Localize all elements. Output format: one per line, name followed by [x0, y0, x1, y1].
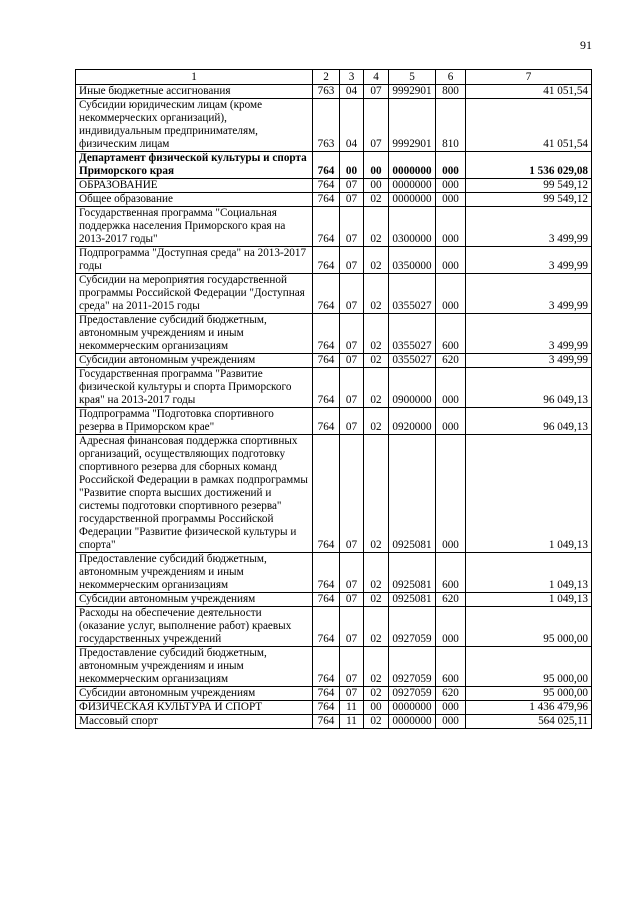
expense-type-cell: 000	[436, 408, 466, 435]
header-cell: 4	[364, 70, 389, 85]
expense-type-cell: 620	[436, 687, 466, 701]
subsection-code-cell: 02	[364, 687, 389, 701]
expense-type-cell: 000	[436, 368, 466, 408]
section-code-cell: 07	[340, 435, 364, 553]
subsection-code-cell: 02	[364, 408, 389, 435]
subsection-code-cell: 02	[364, 435, 389, 553]
row-name-cell: Субсидии юридическим лицам (кроме некоммерческих организаций), индивидуальным предпринимателям, физическим лицам	[76, 99, 313, 152]
section-code-cell: 07	[340, 553, 364, 593]
amount-cell: 95 000,00	[466, 647, 592, 687]
subsection-code-cell: 02	[364, 193, 389, 207]
section-code-cell: 07	[340, 179, 364, 193]
amount-cell: 95 000,00	[466, 607, 592, 647]
section-code-cell: 11	[340, 701, 364, 715]
subsection-code-cell: 00	[364, 701, 389, 715]
ministry-code-cell: 764	[313, 354, 340, 368]
header-cell: 2	[313, 70, 340, 85]
ministry-code-cell: 764	[313, 607, 340, 647]
section-code-cell: 11	[340, 715, 364, 729]
amount-cell: 95 000,00	[466, 687, 592, 701]
ministry-code-cell: 764	[313, 314, 340, 354]
table-row	[76, 553, 592, 593]
row-name-cell: Предоставление субсидий бюджетным, автономным учреждениям и иным некоммерческим организациям	[76, 314, 313, 354]
target-article-cell: 0000000	[389, 193, 436, 207]
table-row	[76, 368, 592, 408]
amount-cell: 1 049,13	[466, 553, 592, 593]
ministry-code-cell: 764	[313, 207, 340, 247]
subsection-code-cell: 07	[364, 85, 389, 99]
target-article-cell: 0300000	[389, 207, 436, 247]
section-code-cell: 07	[340, 593, 364, 607]
amount-cell: 1 436 479,96	[466, 701, 592, 715]
ministry-code-cell: 764	[313, 593, 340, 607]
target-article-cell: 0355027	[389, 314, 436, 354]
section-code-cell: 07	[340, 193, 364, 207]
page-number: 91	[580, 38, 592, 52]
header-cell: 7	[466, 70, 592, 85]
target-article-cell: 9992901	[389, 85, 436, 99]
section-code-cell: 07	[340, 354, 364, 368]
ministry-code-cell: 764	[313, 553, 340, 593]
expense-type-cell: 000	[436, 435, 466, 553]
row-name-cell: Государственная программа "Развитие физической культуры и спорта Приморского края" на 2013-2017 годы	[76, 368, 313, 408]
section-code-cell: 07	[340, 247, 364, 274]
target-article-cell: 0927059	[389, 647, 436, 687]
row-name-cell: Предоставление субсидий бюджетным, автономным учреждениям и иным некоммерческим организациям	[76, 647, 313, 687]
section-code-cell: 04	[340, 99, 364, 152]
header-cell: 6	[436, 70, 466, 85]
ministry-code-cell: 764	[313, 193, 340, 207]
ministry-code-cell: 764	[313, 247, 340, 274]
table-row	[76, 593, 592, 607]
amount-cell: 3 499,99	[466, 314, 592, 354]
section-code-cell: 07	[340, 368, 364, 408]
subsection-code-cell: 02	[364, 593, 389, 607]
row-name-cell: Расходы на обеспечение деятельности (оказание услуг, выполнение работ) краевых государственных учреждений	[76, 607, 313, 647]
target-article-cell: 0355027	[389, 274, 436, 314]
target-article-cell: 0927059	[389, 687, 436, 701]
amount-cell: 1 049,13	[466, 435, 592, 553]
table-row	[76, 99, 592, 152]
expense-type-cell: 000	[436, 701, 466, 715]
row-name-cell: Субсидии автономным учреждениям	[76, 687, 313, 701]
expense-type-cell: 600	[436, 314, 466, 354]
section-code-cell: 07	[340, 408, 364, 435]
expense-type-cell: 000	[436, 193, 466, 207]
expense-type-cell: 000	[436, 715, 466, 729]
section-code-cell: 07	[340, 207, 364, 247]
section-code-cell: 07	[340, 314, 364, 354]
expense-type-cell: 000	[436, 207, 466, 247]
expense-type-cell: 800	[436, 85, 466, 99]
subsection-code-cell: 02	[364, 715, 389, 729]
target-article-cell: 9992901	[389, 99, 436, 152]
row-name-cell: Подпрограмма "Доступная среда" на 2013-2017 годы	[76, 247, 313, 274]
ministry-code-cell: 764	[313, 368, 340, 408]
ministry-code-cell: 764	[313, 687, 340, 701]
ministry-code-cell: 764	[313, 152, 340, 179]
amount-cell: 96 049,13	[466, 368, 592, 408]
ministry-code-cell: 763	[313, 85, 340, 99]
table-row	[76, 701, 592, 715]
target-article-cell: 0000000	[389, 715, 436, 729]
table-row	[76, 193, 592, 207]
expense-type-cell: 600	[436, 647, 466, 687]
amount-cell: 3 499,99	[466, 247, 592, 274]
row-name-cell: Субсидии на мероприятия государственной программы Российской Федерации "Доступная среда" на 2011-2015 годы	[76, 274, 313, 314]
row-name-cell: Подпрограмма "Подготовка спортивного резерва в Приморском крае"	[76, 408, 313, 435]
ministry-code-cell: 764	[313, 408, 340, 435]
row-name-cell: Субсидии автономным учреждениям	[76, 354, 313, 368]
table-row	[76, 179, 592, 193]
amount-cell: 564 025,11	[466, 715, 592, 729]
ministry-code-cell: 764	[313, 715, 340, 729]
table-row	[76, 647, 592, 687]
amount-cell: 41 051,54	[466, 99, 592, 152]
target-article-cell: 0350000	[389, 247, 436, 274]
ministry-code-cell: 764	[313, 179, 340, 193]
row-name-cell: Адресная финансовая поддержка спортивных организаций, осуществляющих подготовку спортивного резерва для сборных команд Российской Федерации в рамках подпрограммы "Развитие спорта высших достижений и системы подготовки спортивного резерва" государственной программы Российской Федерации "Развитие физической культуры и спорта"	[76, 435, 313, 553]
ministry-code-cell: 764	[313, 274, 340, 314]
table-row	[76, 207, 592, 247]
table-row	[76, 247, 592, 274]
amount-cell: 1 536 029,08	[466, 152, 592, 179]
amount-cell: 96 049,13	[466, 408, 592, 435]
header-cell: 1	[76, 70, 313, 85]
subsection-code-cell: 00	[364, 179, 389, 193]
amount-cell: 3 499,99	[466, 207, 592, 247]
section-code-cell: 00	[340, 152, 364, 179]
expense-type-cell: 000	[436, 179, 466, 193]
amount-cell: 3 499,99	[466, 274, 592, 314]
row-name-cell: Предоставление субсидий бюджетным, автономным учреждениям и иным некоммерческим организациям	[76, 553, 313, 593]
subsection-code-cell: 02	[364, 247, 389, 274]
target-article-cell: 0355027	[389, 354, 436, 368]
target-article-cell: 0920000	[389, 408, 436, 435]
target-article-cell: 0000000	[389, 179, 436, 193]
row-name-cell: Субсидии автономным учреждениям	[76, 593, 313, 607]
table-row	[76, 607, 592, 647]
expense-type-cell: 000	[436, 607, 466, 647]
table-row	[76, 435, 592, 553]
section-code-cell: 04	[340, 85, 364, 99]
section-code-cell: 07	[340, 687, 364, 701]
table-header-row	[76, 70, 592, 85]
table-row	[76, 314, 592, 354]
expense-type-cell: 000	[436, 274, 466, 314]
amount-cell: 99 549,12	[466, 193, 592, 207]
table-row	[76, 715, 592, 729]
subsection-code-cell: 07	[364, 99, 389, 152]
amount-cell: 3 499,99	[466, 354, 592, 368]
section-code-cell: 07	[340, 274, 364, 314]
expense-type-cell: 600	[436, 553, 466, 593]
row-name-cell: Общее образование	[76, 193, 313, 207]
subsection-code-cell: 02	[364, 207, 389, 247]
table-row	[76, 152, 592, 179]
row-name-cell: ФИЗИЧЕСКАЯ КУЛЬТУРА И СПОРТ	[76, 701, 313, 715]
table-row	[76, 687, 592, 701]
amount-cell: 99 549,12	[466, 179, 592, 193]
subsection-code-cell: 02	[364, 354, 389, 368]
row-name-cell: Департамент физической культуры и спорта Приморского края	[76, 152, 313, 179]
target-article-cell: 0927059	[389, 607, 436, 647]
subsection-code-cell: 02	[364, 274, 389, 314]
subsection-code-cell: 02	[364, 553, 389, 593]
ministry-code-cell: 764	[313, 647, 340, 687]
target-article-cell: 0000000	[389, 701, 436, 715]
amount-cell: 1 049,13	[466, 593, 592, 607]
expense-type-cell: 620	[436, 593, 466, 607]
ministry-code-cell: 763	[313, 99, 340, 152]
header-cell: 3	[340, 70, 364, 85]
amount-cell: 41 051,54	[466, 85, 592, 99]
target-article-cell: 0000000	[389, 152, 436, 179]
table-row	[76, 354, 592, 368]
target-article-cell: 0925081	[389, 593, 436, 607]
budget-table	[75, 69, 592, 729]
ministry-code-cell: 764	[313, 435, 340, 553]
header-cell: 5	[389, 70, 436, 85]
expense-type-cell: 000	[436, 152, 466, 179]
section-code-cell: 07	[340, 607, 364, 647]
expense-type-cell: 000	[436, 247, 466, 274]
subsection-code-cell: 02	[364, 647, 389, 687]
target-article-cell: 0900000	[389, 368, 436, 408]
table-row	[76, 274, 592, 314]
subsection-code-cell: 02	[364, 607, 389, 647]
row-name-cell: Массовый спорт	[76, 715, 313, 729]
table-row	[76, 408, 592, 435]
target-article-cell: 0925081	[389, 553, 436, 593]
subsection-code-cell: 00	[364, 152, 389, 179]
row-name-cell: Иные бюджетные ассигнования	[76, 85, 313, 99]
expense-type-cell: 620	[436, 354, 466, 368]
row-name-cell: Государственная программа "Социальная поддержка населения Приморского края на 2013-2017 годы"	[76, 207, 313, 247]
row-name-cell: ОБРАЗОВАНИЕ	[76, 179, 313, 193]
table-row	[76, 85, 592, 99]
subsection-code-cell: 02	[364, 314, 389, 354]
target-article-cell: 0925081	[389, 435, 436, 553]
ministry-code-cell: 764	[313, 701, 340, 715]
section-code-cell: 07	[340, 647, 364, 687]
subsection-code-cell: 02	[364, 368, 389, 408]
expense-type-cell: 810	[436, 99, 466, 152]
